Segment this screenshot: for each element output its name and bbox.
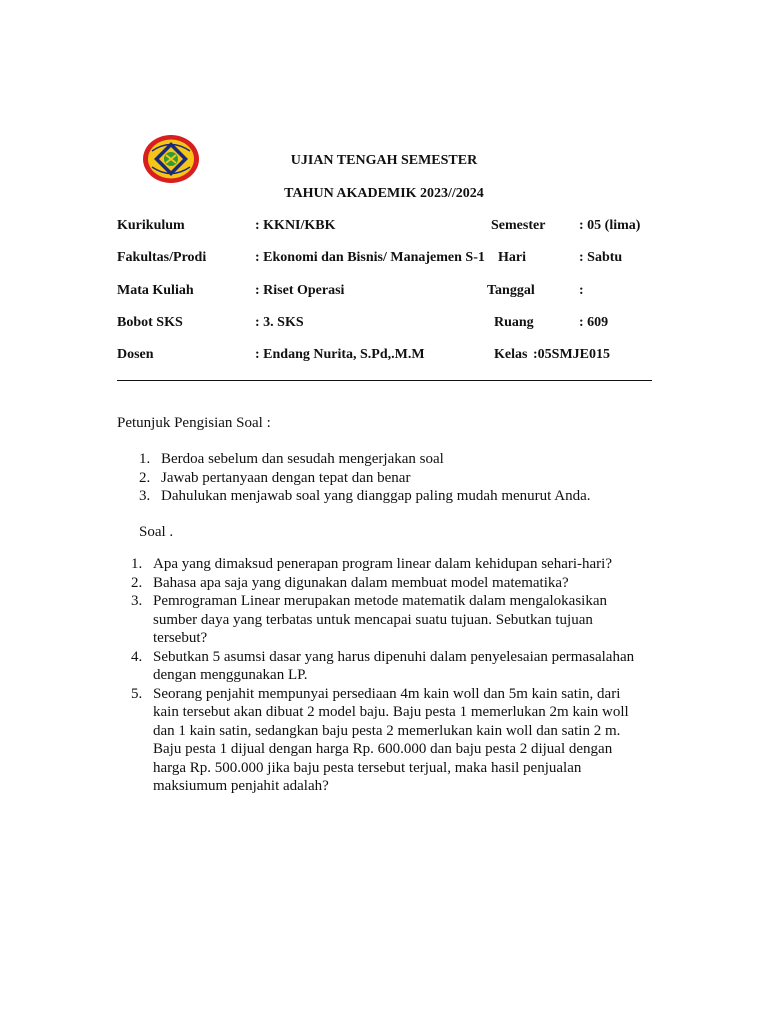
question-item: 2. Bahasa apa saja yang digunakan dalam membuat model matematika? bbox=[131, 574, 569, 591]
questions-list bbox=[131, 555, 634, 796]
value-kelas: :05SMJE015 bbox=[533, 347, 610, 362]
list-item: 2. Jawab pertanyaan dengan tepat dan benar bbox=[139, 469, 411, 486]
list-item: 1. Berdoa sebelum dan sesudah mengerjakan soal bbox=[139, 451, 444, 467]
questions-title: Soal . bbox=[139, 524, 174, 540]
label-kelas: Kelas bbox=[494, 347, 528, 362]
label-ruang: Ruang bbox=[494, 315, 534, 330]
instructions-title: Petunjuk Pengisian Soal : bbox=[117, 415, 271, 431]
list-item: 3. Dahulukan menjawab soal yang dianggap paling mudah menurut Anda. bbox=[139, 488, 591, 504]
label-mata-kuliah: Mata Kuliah bbox=[117, 283, 194, 298]
label-dosen: Dosen bbox=[117, 347, 154, 362]
value-hari: : Sabtu bbox=[579, 250, 623, 265]
value-semester: : 05 (lima) bbox=[579, 218, 641, 233]
instructions-list bbox=[139, 450, 590, 506]
label-hari: Hari bbox=[498, 250, 526, 265]
question-item: 5. Seorang penjahit mempunyai persediaan 4m kain woll dan 5m kain satin, dari kain tersebut akan dibuat 2 model baju. Baju pesta 1 memerlukan 2m kain woll dan 1 kain satin, sedangkan baju pesta 2 memerlukan kain woll dan satin 2 m. Baju pesta 1 dijual dengan harga Rp. 600.000 dan baju pesta 2 dijual dengan harga Rp. 500.000 jika baju pesta tersebut terjual, maka hasil penjualan maksiumum penjahit adalah? bbox=[131, 685, 629, 794]
value-fakultas: : Ekonomi dan Bisnis/ Manajemen S-1 bbox=[255, 250, 485, 265]
question-item: 3. Pemrograman Linear merupakan metode matematik dalam mengalokasikan sumber daya yang terbatas untuk mencapai suatu tujuan. Sebutkan tujuan tersebut? bbox=[131, 593, 607, 646]
value-dosen: : Endang Nurita, S.Pd,.M.M bbox=[255, 347, 425, 362]
header-divider bbox=[117, 380, 652, 381]
exam-title: UJIAN TENGAH SEMESTER bbox=[290, 153, 478, 168]
label-tanggal: Tanggal bbox=[487, 283, 535, 298]
question-item: 1. Apa yang dimaksud penerapan program linear dalam kehidupan sehari-hari? bbox=[131, 556, 612, 572]
label-kurikulum: Kurikulum bbox=[117, 218, 185, 233]
value-ruang: : 609 bbox=[579, 315, 609, 330]
value-tanggal: : bbox=[579, 283, 584, 298]
label-semester: Semester bbox=[491, 218, 546, 233]
value-mata-kuliah: : Riset Operasi bbox=[255, 283, 345, 298]
academic-year: TAHUN AKADEMIK 2023//2024 bbox=[284, 186, 484, 201]
label-bobot-sks: Bobot SKS bbox=[117, 315, 183, 330]
question-item: 4. Sebutkan 5 asumsi dasar yang harus dipenuhi dalam penyelesaian permasalahan dengan menggunakan LP. bbox=[131, 648, 635, 683]
value-kurikulum: : KKNI/KBK bbox=[255, 218, 336, 233]
value-bobot-sks: : 3. SKS bbox=[255, 315, 304, 330]
label-fakultas: Fakultas/Prodi bbox=[117, 250, 207, 265]
